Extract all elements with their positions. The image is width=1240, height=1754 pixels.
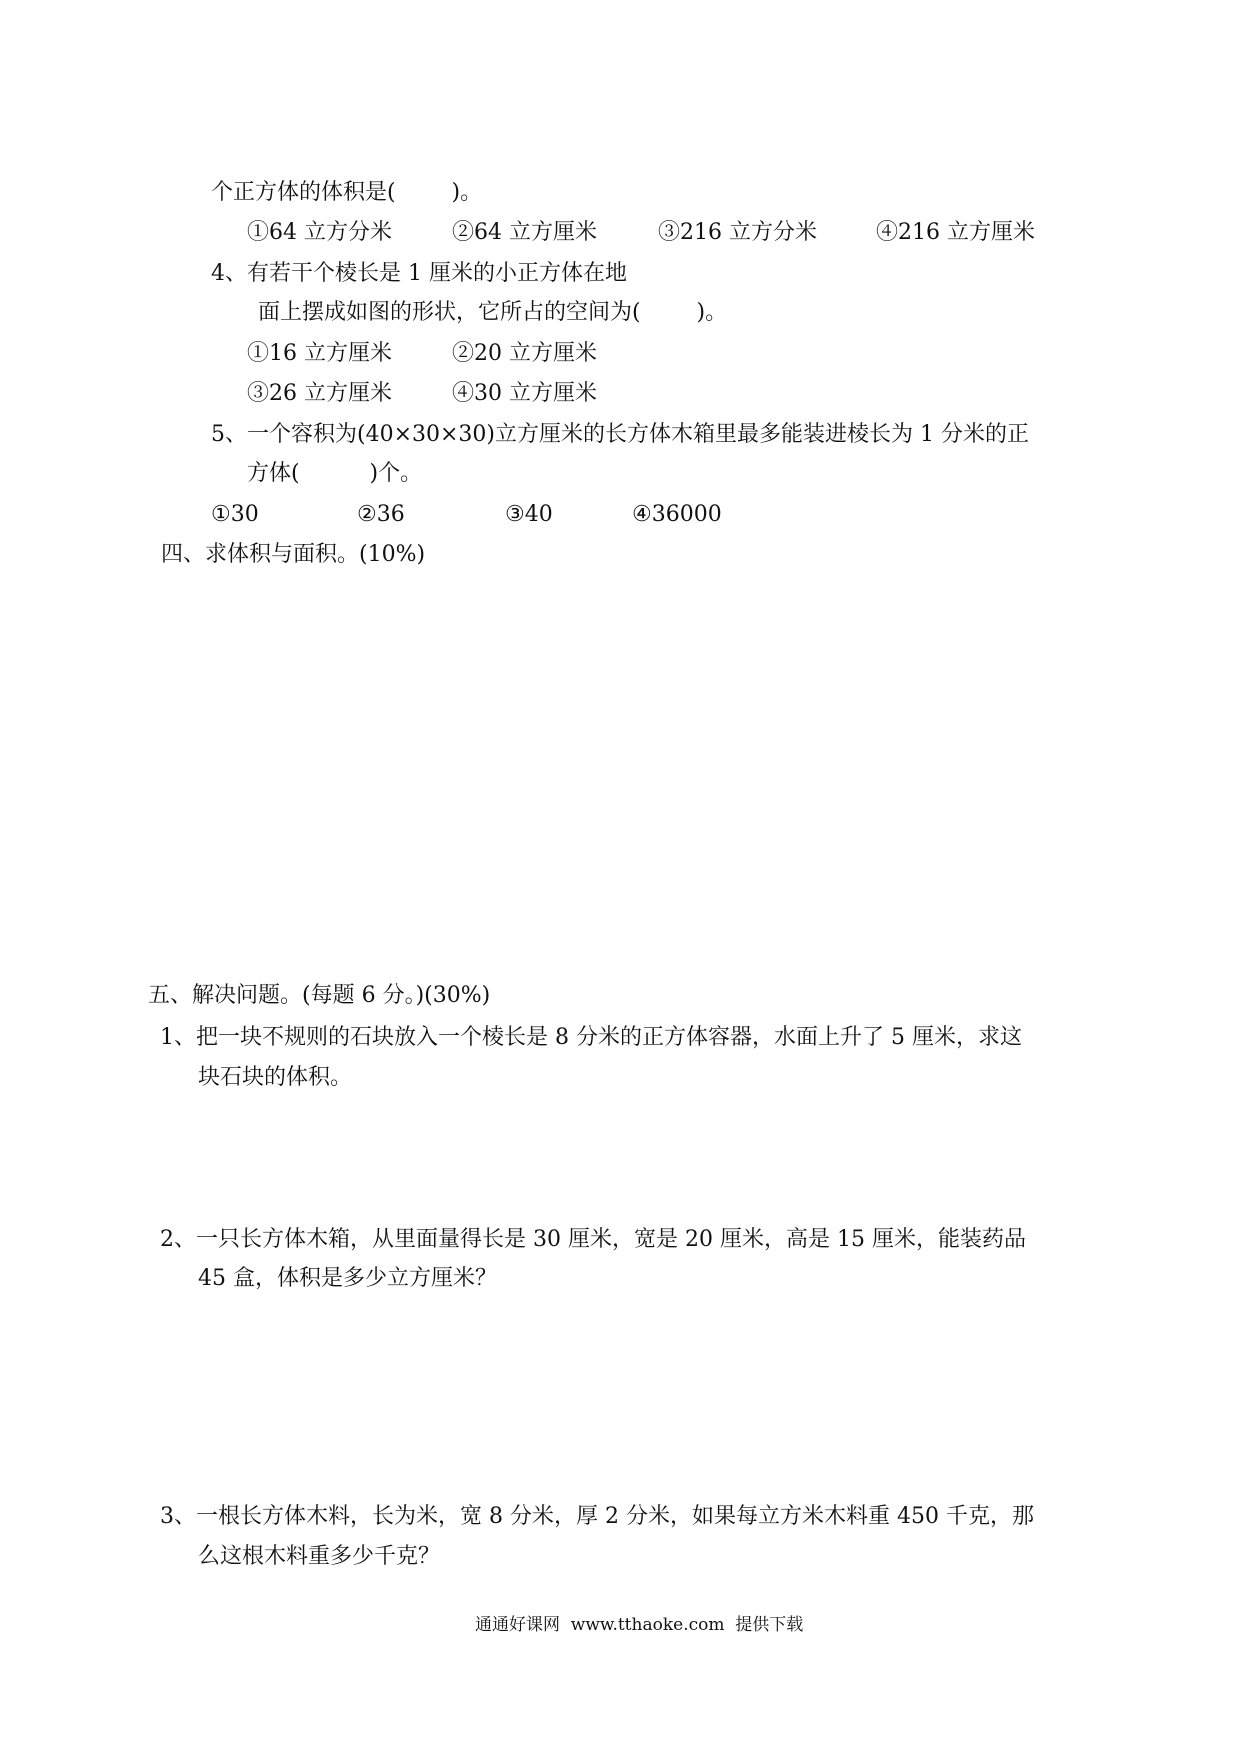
q4-option-1: ①16 立方厘米 (247, 341, 392, 366)
q4-option-2: ②20 立方厘米 (452, 341, 597, 366)
q3-option-3: ③216 立方分米 (658, 220, 817, 245)
problem-2-line-1: 2、一只长方体木箱，从里面量得长是 30 厘米，宽是 20 厘米，高是 15 厘米，能装药品 (160, 1227, 1026, 1252)
q4-option-3: ③26 立方厘米 (247, 381, 392, 406)
q5-option-1: ①30 (211, 502, 259, 527)
q4-line-2: 面上摆成如图的形状，它所占的空间为( )。 (258, 300, 728, 325)
q3-option-1: ①64 立方分米 (247, 220, 392, 245)
q4-line-1: 4、有若干个棱长是 1 厘米的小正方体在地 (211, 261, 627, 286)
problem-1-line-2: 块石块的体积。 (198, 1065, 353, 1090)
problem-1-line-1: 1、把一块不规则的石块放入一个棱长是 8 分米的正方体容器，水面上升了 5 厘米，求这 (160, 1025, 1022, 1050)
q3-option-4: ④216 立方厘米 (876, 220, 1035, 245)
q5-line-1: 5、一个容积为(40×30×30)立方厘米的长方体木箱里最多能装进棱长为 1 分米的正 (211, 422, 1029, 447)
q4-option-4: ④30 立方厘米 (452, 381, 597, 406)
problem-3-line-1: 3、一根长方体木料，长为米，宽 8 分米，厚 2 分米，如果每立方米木料重 450 千克，那 (160, 1504, 1034, 1529)
q5-option-2: ②36 (357, 502, 405, 527)
section-5-heading: 五、解决问题。(每题 6 分。)(30%) (148, 983, 491, 1008)
section-4-heading: 四、求体积与面积。(10%) (161, 542, 426, 567)
problem-2-line-2: 45 盒，体积是多少立方厘米？ (198, 1266, 497, 1291)
problem-3-line-2: 么这根木料重多少千克？ (198, 1544, 441, 1569)
q5-option-3: ③40 (505, 502, 553, 527)
q5-line-2: 方体( )个。 (247, 461, 423, 486)
q3-option-2: ②64 立方厘米 (452, 220, 597, 245)
q5-option-4: ④36000 (632, 502, 722, 527)
footer-credit: 通通好课网 www.tthaoke.com 提供下载 (475, 1615, 804, 1635)
q3-tail-line: 个正方体的体积是( )。 (211, 180, 483, 205)
